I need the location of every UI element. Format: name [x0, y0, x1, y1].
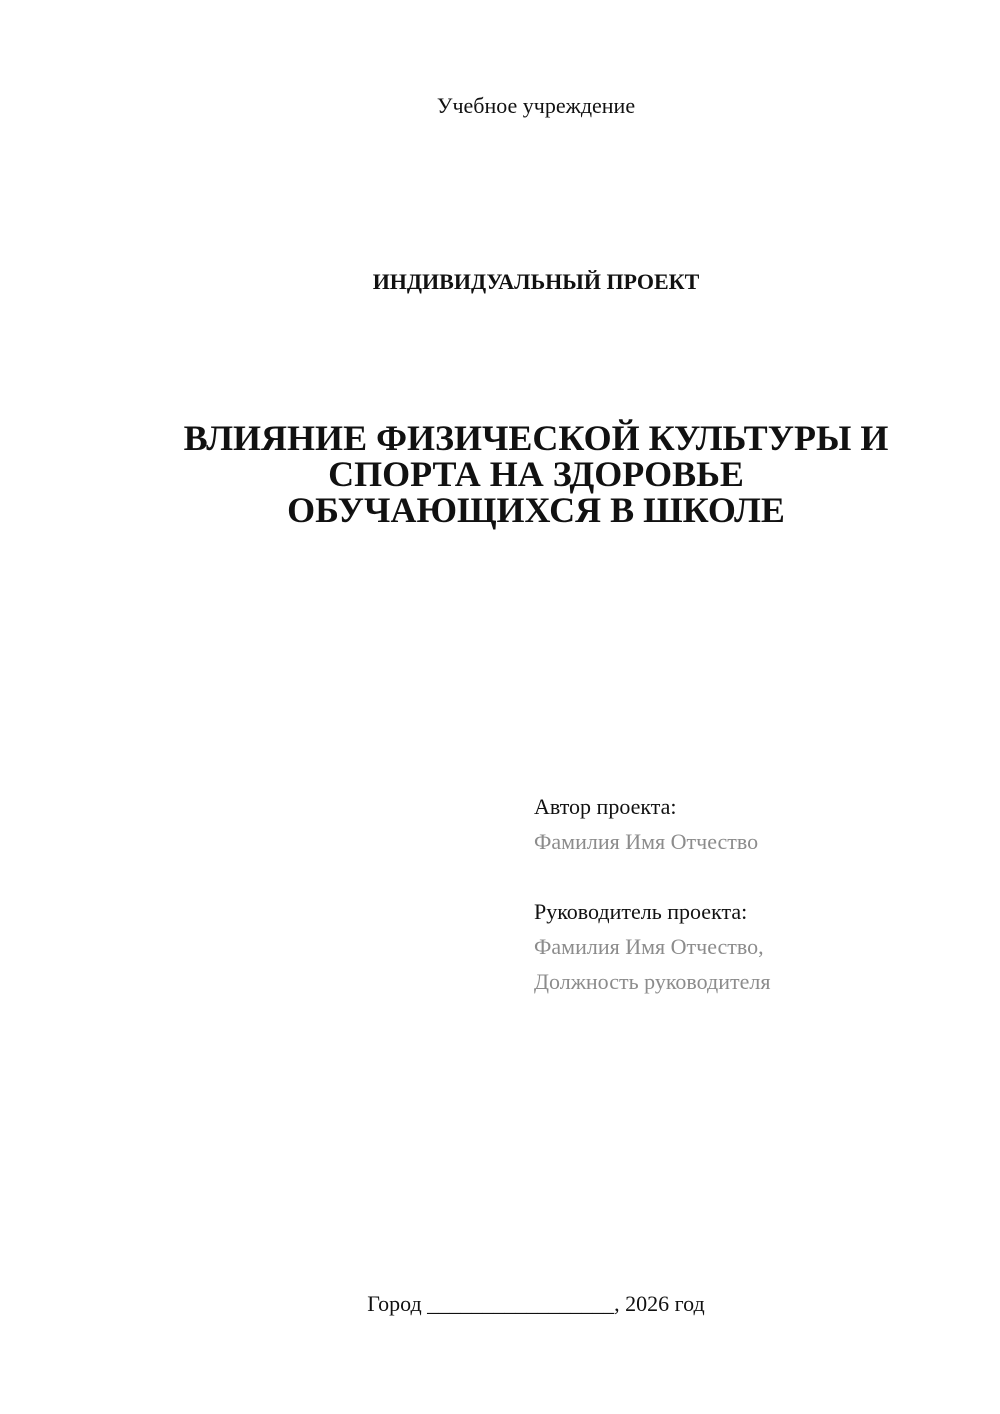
project-title-line: ОБУЧАЮЩИХСЯ В ШКОЛЕ: [287, 490, 785, 530]
supervisor-position-placeholder: Должность руководителя: [534, 969, 771, 994]
project-title-line: СПОРТА НА ЗДОРОВЬЕ: [328, 454, 744, 494]
city-year-line: Город _________________, 2026 год: [367, 1291, 705, 1316]
supervisor-label: Руководитель проекта:: [534, 899, 748, 924]
project-title: [0, 420, 1000, 528]
document-type: ИНДИВИДУАЛЬНЫЙ ПРОЕКТ: [372, 269, 700, 294]
author-label: Автор проекта:: [534, 794, 677, 819]
project-title-line: ВЛИЯНИЕ ФИЗИЧЕСКОЙ КУЛЬТУРЫ И: [183, 418, 889, 458]
supervisor-name-placeholder: Фамилия Имя Отчество,: [534, 934, 764, 959]
author-name-placeholder: Фамилия Имя Отчество: [534, 829, 759, 854]
institution-name: Учебное учреждение: [436, 93, 636, 118]
author-block: [534, 789, 974, 859]
supervisor-block: [534, 894, 974, 999]
